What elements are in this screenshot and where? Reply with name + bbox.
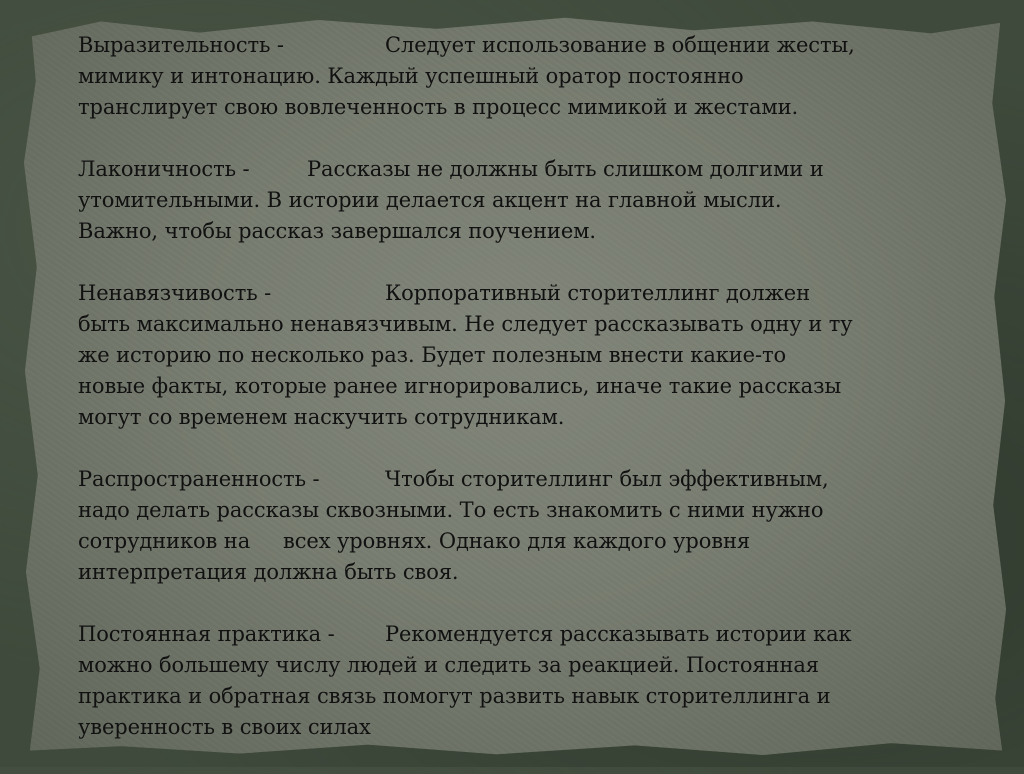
paragraph-line: могут со временем наскучить сотрудникам. <box>78 405 565 429</box>
paragraph-unobtrusiveness <box>78 278 908 433</box>
paragraph-first-line <box>78 154 908 185</box>
paragraph-line: уверенность в своих силах <box>78 715 371 739</box>
paragraph-line: практика и обратная связь помогут развить навык сторителлинга и <box>78 684 831 708</box>
paragraph-line: новые факты, которые ранее игнорировались, иначе такие рассказы <box>78 374 842 398</box>
term-definition: Корпоративный сторителлинг должен <box>385 281 810 305</box>
paragraph-first-line <box>78 278 908 309</box>
term-label: Выразительность - <box>78 33 284 57</box>
paragraph-conciseness <box>78 154 908 247</box>
term-definition: Рассказы не должны быть слишком долгими и <box>307 157 824 181</box>
paragraph-first-line <box>78 30 908 61</box>
slide-text <box>78 30 908 774</box>
paragraph-line: мимику и интонацию. Каждый успешный оратор постоянно <box>78 64 744 88</box>
term-label: Лаконичность - <box>78 157 250 181</box>
term-label: Постоянная практика - <box>78 622 335 646</box>
term-label: Ненавязчивость - <box>78 281 272 305</box>
paragraph-line: транслирует свою вовлеченность в процесс мимикой и жестами. <box>78 95 799 119</box>
term-definition: Следует использование в общении жесты, <box>385 33 855 57</box>
paragraph-line: быть максимально ненавязчивым. Не следует рассказывать одну и ту <box>78 312 853 336</box>
paragraph-constant-practice <box>78 619 908 743</box>
term-label: Распространенность - <box>78 467 320 491</box>
paragraph-line: утомительными. В истории делается акцент на главной мысли. <box>78 188 782 212</box>
paragraph-line: Важно, чтобы рассказ завершался поучением. <box>78 219 596 243</box>
paragraph-expressiveness <box>78 30 908 123</box>
paragraph-line: надо делать рассказы сквозными. То есть знакомить с ними нужно <box>78 498 824 522</box>
paragraph-line: сотрудников на всех уровнях. Однако для каждого уровня <box>78 529 751 553</box>
paragraph-first-line <box>78 619 908 650</box>
paragraph-line: же историю по несколько раз. Будет полезным внести какие-то <box>78 343 787 367</box>
paragraph-line: интерпретация должна быть своя. <box>78 560 459 584</box>
paragraph-line: можно большему числу людей и следить за реакцией. Постоянная <box>78 653 819 677</box>
paragraph-first-line <box>78 464 908 495</box>
term-definition: Рекомендуется рассказывать истории как <box>385 622 852 646</box>
paragraph-prevalence <box>78 464 908 588</box>
term-definition: Чтобы сторителлинг был эффективным, <box>385 467 829 491</box>
